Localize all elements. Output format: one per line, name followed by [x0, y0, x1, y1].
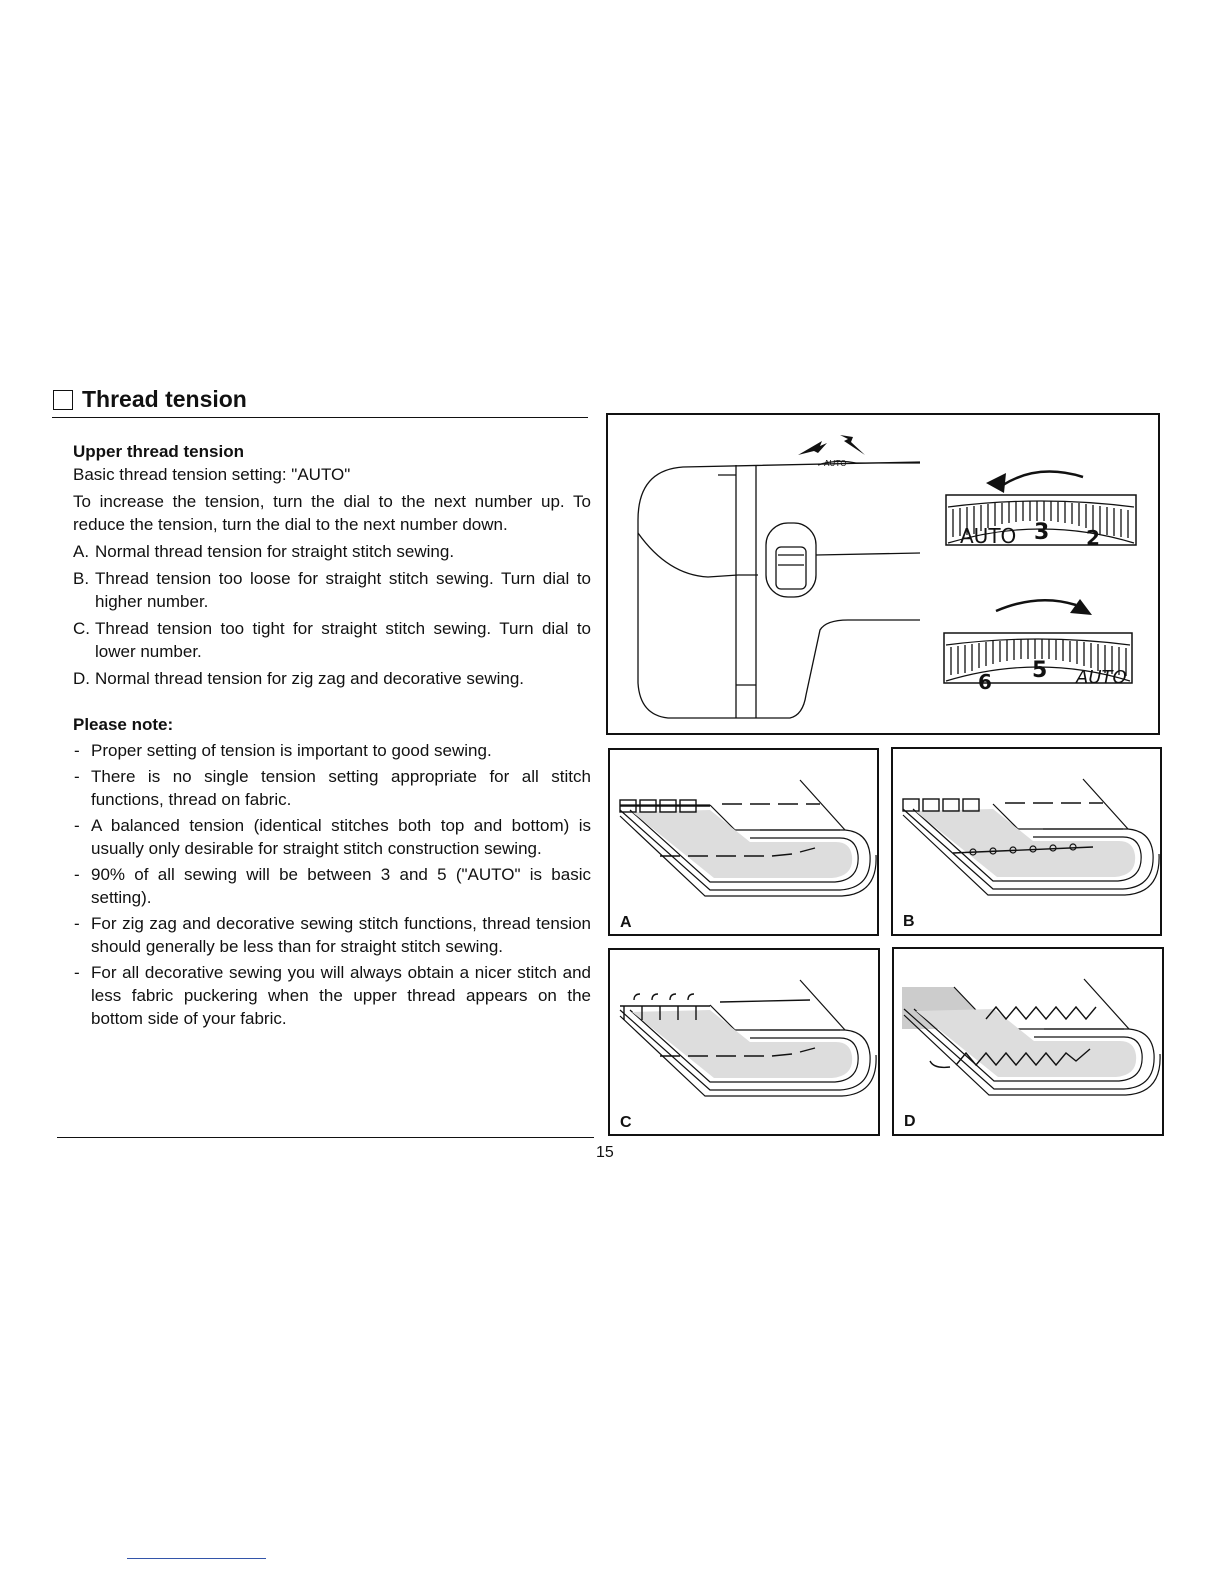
instruction: To increase the tension, turn the dial to the next number up. To reduce the tension, turn the dial to the next number down. — [73, 492, 591, 534]
fabric-b-illustration — [893, 749, 1160, 934]
page-number: 15 — [596, 1144, 614, 1161]
list-item: - For all decorative sewing you will always obtain a nicer stitch and less fabric puckering when the upper thread appears on the bottom side of your fabric. — [73, 961, 591, 1030]
machine-illustration — [608, 415, 1158, 733]
list-item: D. Normal thread tension for zig zag and decorative sewing. — [73, 669, 525, 688]
panel-a-label: A — [620, 914, 632, 931]
dial-bottom-left: 6 — [978, 670, 992, 694]
list-item: - Proper setting of tension is important to good sewing. — [73, 739, 591, 762]
checkbox-square-icon — [53, 390, 73, 410]
panel-d-label: D — [904, 1113, 916, 1130]
panel-c-label: C — [620, 1114, 632, 1131]
list-item: B. Thread tension too loose for straight stitch sewing. Turn dial to higher number. — [73, 569, 591, 611]
dial-bottom-mid: 5 — [1032, 658, 1048, 683]
section-heading — [51, 386, 591, 420]
panel-c — [608, 948, 880, 1136]
list-item: - A balanced tension (identical stitches both top and bottom) is usually only desirable for straight stitch construction sewing. — [73, 814, 591, 860]
notes-heading: Please note: — [73, 715, 174, 734]
dial-arrows-icon — [798, 435, 865, 455]
list-item: - For zig zag and decorative sewing stitch functions, thread tension should generally be less than for straight stitch sewing. — [73, 912, 591, 958]
upper-heading: Upper thread tension — [73, 442, 244, 461]
dial-bottom-right: AUTO — [1076, 667, 1127, 688]
panel-b — [891, 747, 1162, 936]
dial-top-mid: 3 — [1034, 520, 1050, 545]
machine-auto-label: AUTO — [824, 459, 847, 468]
fabric-a-illustration — [610, 750, 877, 934]
footer-link-line — [127, 1558, 266, 1559]
notes-list — [73, 739, 591, 1030]
body-text — [73, 440, 591, 1030]
dial-top-left: AUTO — [960, 524, 1017, 548]
fabric-d-illustration — [894, 949, 1162, 1134]
dial-top-right: 2 — [1086, 526, 1100, 550]
tension-list — [73, 540, 591, 690]
list-item: C. Thread tension too tight for straight stitch sewing. Turn dial to lower number. — [73, 619, 591, 661]
fabric-c-illustration — [610, 950, 878, 1134]
list-item: A. Normal thread tension for straight stitch sewing. — [73, 542, 455, 561]
panel-a — [608, 748, 879, 936]
panel-b-label: B — [903, 913, 915, 930]
heading-rule — [52, 417, 588, 418]
list-item: - 90% of all sewing will be between 3 and 5 ("AUTO" is basic setting). — [73, 863, 591, 909]
panel-d — [892, 947, 1164, 1136]
footer-rule — [57, 1137, 594, 1138]
list-item: - There is no single tension setting appropriate for all stitch functions, thread on fabric. — [73, 765, 591, 811]
machine-figure — [606, 413, 1160, 735]
section-title: Thread tension — [82, 386, 247, 412]
dial-counterclockwise — [946, 472, 1136, 550]
dial-clockwise — [944, 599, 1132, 694]
basic-setting: Basic thread tension setting: "AUTO" — [73, 465, 351, 484]
